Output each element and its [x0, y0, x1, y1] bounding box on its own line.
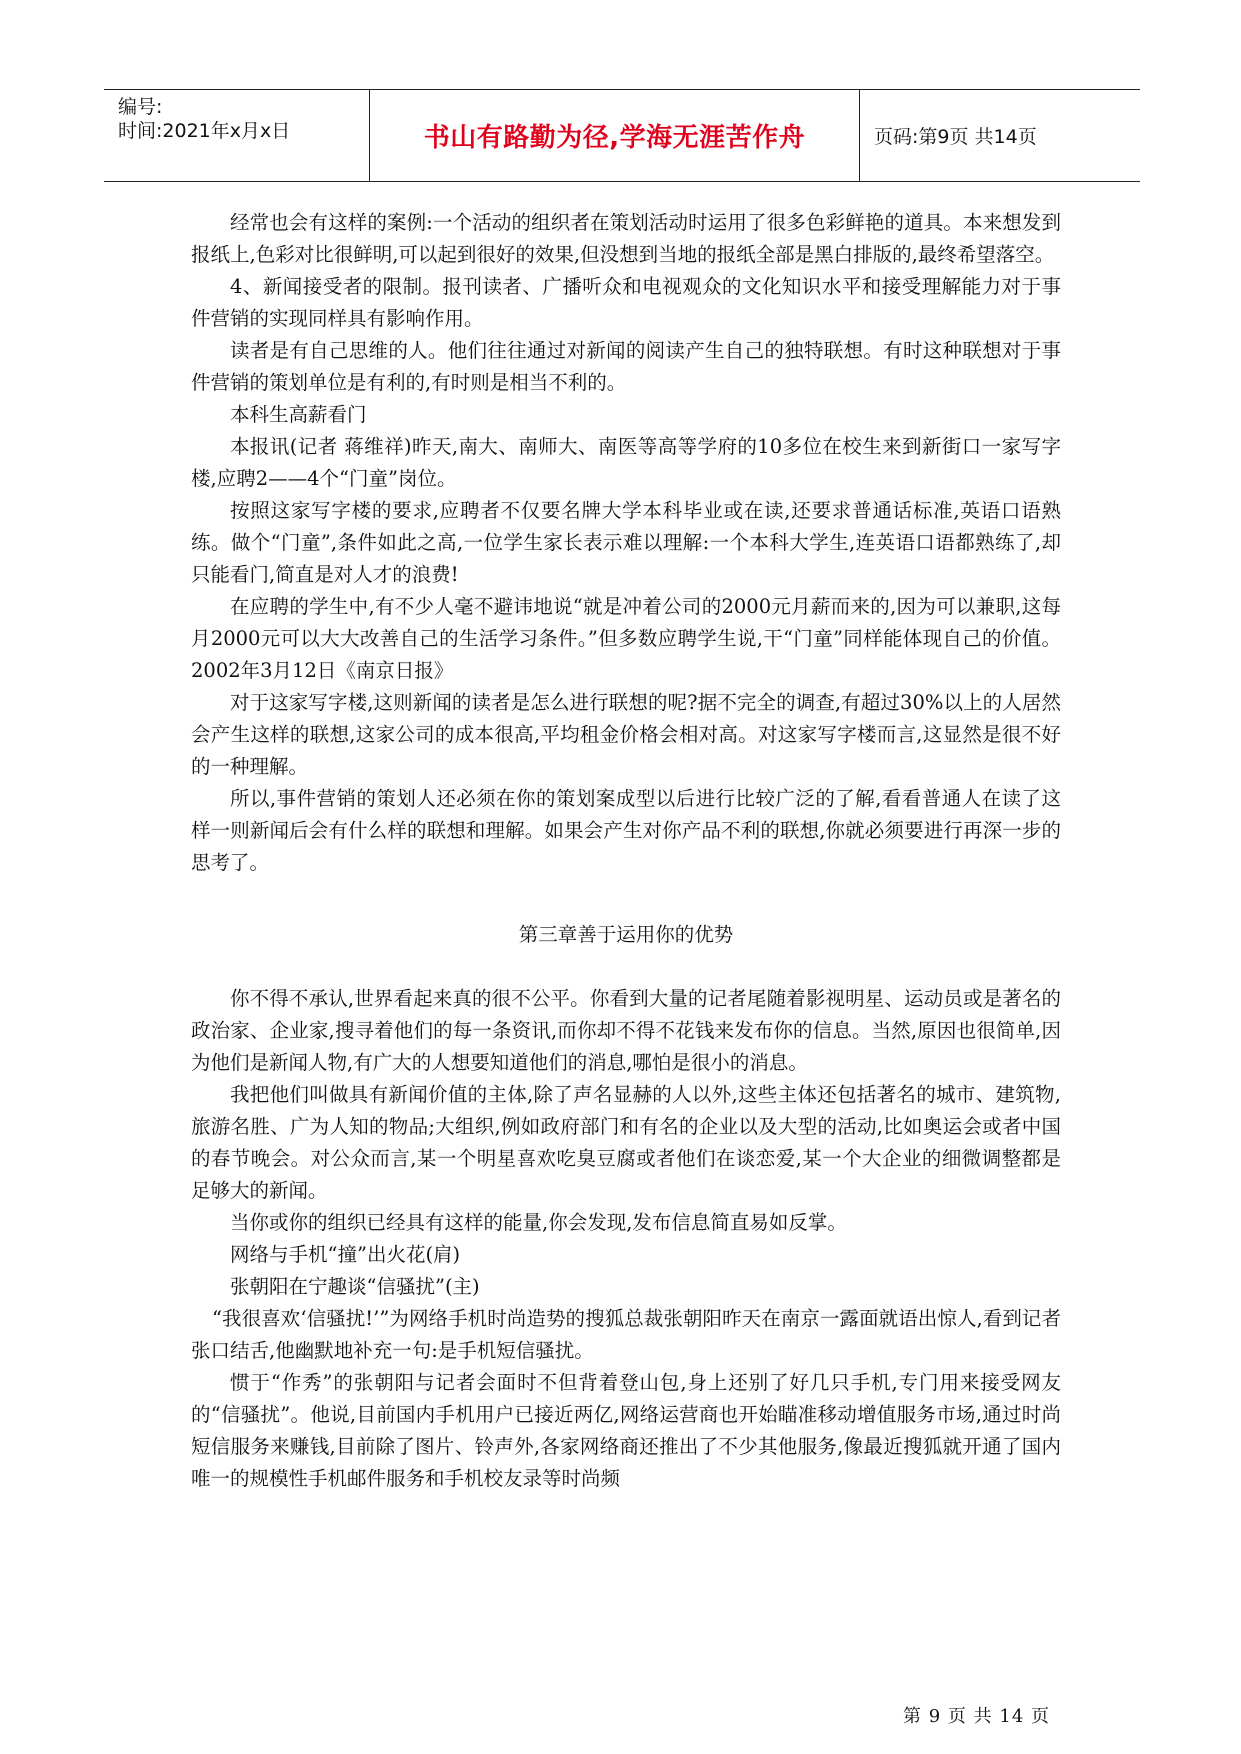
- chapter-heading: 第三章善于运用你的优势: [518, 923, 734, 946]
- document-time-label: 时间:2021年x月x日: [118, 120, 291, 142]
- news-shoulder-headline: 网络与手机“撞”出火花(肩): [230, 1243, 461, 1266]
- paragraph: “我很喜欢‘信骚扰!’”为网络手机时尚造势的搜狐总裁张朝阳昨天在南京一露面就语出惊人,看到记者张口结舌,他幽默地补充一句:是手机短信骚扰。: [191, 1307, 1061, 1362]
- paragraph: 按照这家写字楼的要求,应聘者不仅要名牌大学本科毕业或在读,还要求普通话标准,英语口语熟练。做个“门童”,条件如此之高,一位学生家长表示难以理解:一个本科大学生,连英语口语都熟练了,却只能看门,简直是对人才的浪费!: [191, 499, 1061, 586]
- paragraph: 惯于“作秀”的张朝阳与记者会面时不但背着登山包,身上还别了好几只手机,专门用来接受网友的“信骚扰”。他说,目前国内手机用户已接近两亿,网络运营商也开始瞄准移动增值服务市场,通过时尚短信服务来赚钱,目前除了图片、铃声外,各家网络商还推出了不少其他服务,像最近搜狐就开通了国内唯一的规模性手机邮件服务和手机校友录等时尚频: [191, 1371, 1061, 1490]
- document-number-label: 编号:: [118, 96, 163, 118]
- paragraph: 读者是有自己思维的人。他们往往通过对新闻的阅读产生自己的独特联想。有时这种联想对于事件营销的策划单位是有利的,有时则是相当不利的。: [191, 339, 1061, 394]
- paragraph: 4、新闻接受者的限制。报刊读者、广播听众和电视观众的文化知识水平和接受理解能力对于事件营销的实现同样具有影响作用。: [191, 275, 1061, 330]
- news-main-headline: 张朝阳在宁趣谈“信骚扰”(主): [230, 1275, 480, 1298]
- paragraph: 对于这家写字楼,这则新闻的读者是怎么进行联想的呢?据不完全的调查,有超过30%以上的人居然会产生这样的联想,这家公司的成本很高,平均租金价格会相对高。对这家写字楼而言,这显然是很不好的一种理解。: [191, 691, 1061, 778]
- paragraph: 所以,事件营销的策划人还必须在你的策划案成型以后进行比较广泛的了解,看看普通人在读了这样一则新闻后会有什么样的联想和理解。如果会产生对你产品不利的联想,你就必须要进行再深一步的思考了。: [191, 787, 1061, 874]
- paragraph: 我把他们叫做具有新闻价值的主体,除了声名显赫的人以外,这些主体还包括著名的城市、建筑物,旅游名胜、广为人知的物品;大组织,例如政府部门和有名的企业以及大型的活动,比如奥运会或者中国的春节晚会。对公众而言,某一个明星喜欢吃臭豆腐或者他们在谈恋爱,某一个大企业的细微调整都是足够大的新闻。: [191, 1083, 1061, 1202]
- header-motto: 书山有路勤为径,学海无涯苦作舟: [423, 123, 806, 153]
- paragraph: 经常也会有这样的案例:一个活动的组织者在策划活动时运用了很多色彩鲜艳的道具。本来想发到报纸上,色彩对比很鲜明,可以起到很好的效果,但没想到当地的报纸全部是黑白排版的,最终希望落空。: [191, 211, 1061, 266]
- header-meta: [104, 90, 369, 181]
- paragraph: 你不得不承认,世界看起来真的很不公平。你看到大量的记者尾随着影视明星、运动员或是著名的政治家、企业家,搜寻着他们的每一条资讯,而你却不得不花钱来发布你的信息。当然,原因也很简单,因为他们是新闻人物,有广大的人想要知道他们的消息,哪怕是很小的消息。: [191, 987, 1061, 1074]
- news-headline: 本科生高薪看门: [230, 403, 367, 426]
- paragraph: 当你或你的组织已经具有这样的能量,你会发现,发布信息简直易如反掌。: [230, 1211, 847, 1234]
- header-page-info: 页码:第9页 共14页: [874, 126, 1037, 148]
- document-body: [191, 207, 1061, 1495]
- paragraph: 本报讯(记者 蒋维祥)昨天,南大、南师大、南医等高等学府的10多位在校生来到新街口一家写字楼,应聘2——4个“门童”岗位。: [191, 435, 1061, 490]
- page-header: [104, 89, 1140, 182]
- paragraph: 在应聘的学生中,有不少人毫不避讳地说“就是冲着公司的2000元月薪而来的,因为可以兼职,这每月2000元可以大大改善自己的生活学习条件。”但多数应聘学生说,干“门童”同样能体现自己的价值。2002年3月12日《南京日报》: [191, 595, 1061, 682]
- header-motto-cell: [369, 90, 860, 181]
- page-footer: 第 9 页 共 14 页: [903, 1706, 1050, 1727]
